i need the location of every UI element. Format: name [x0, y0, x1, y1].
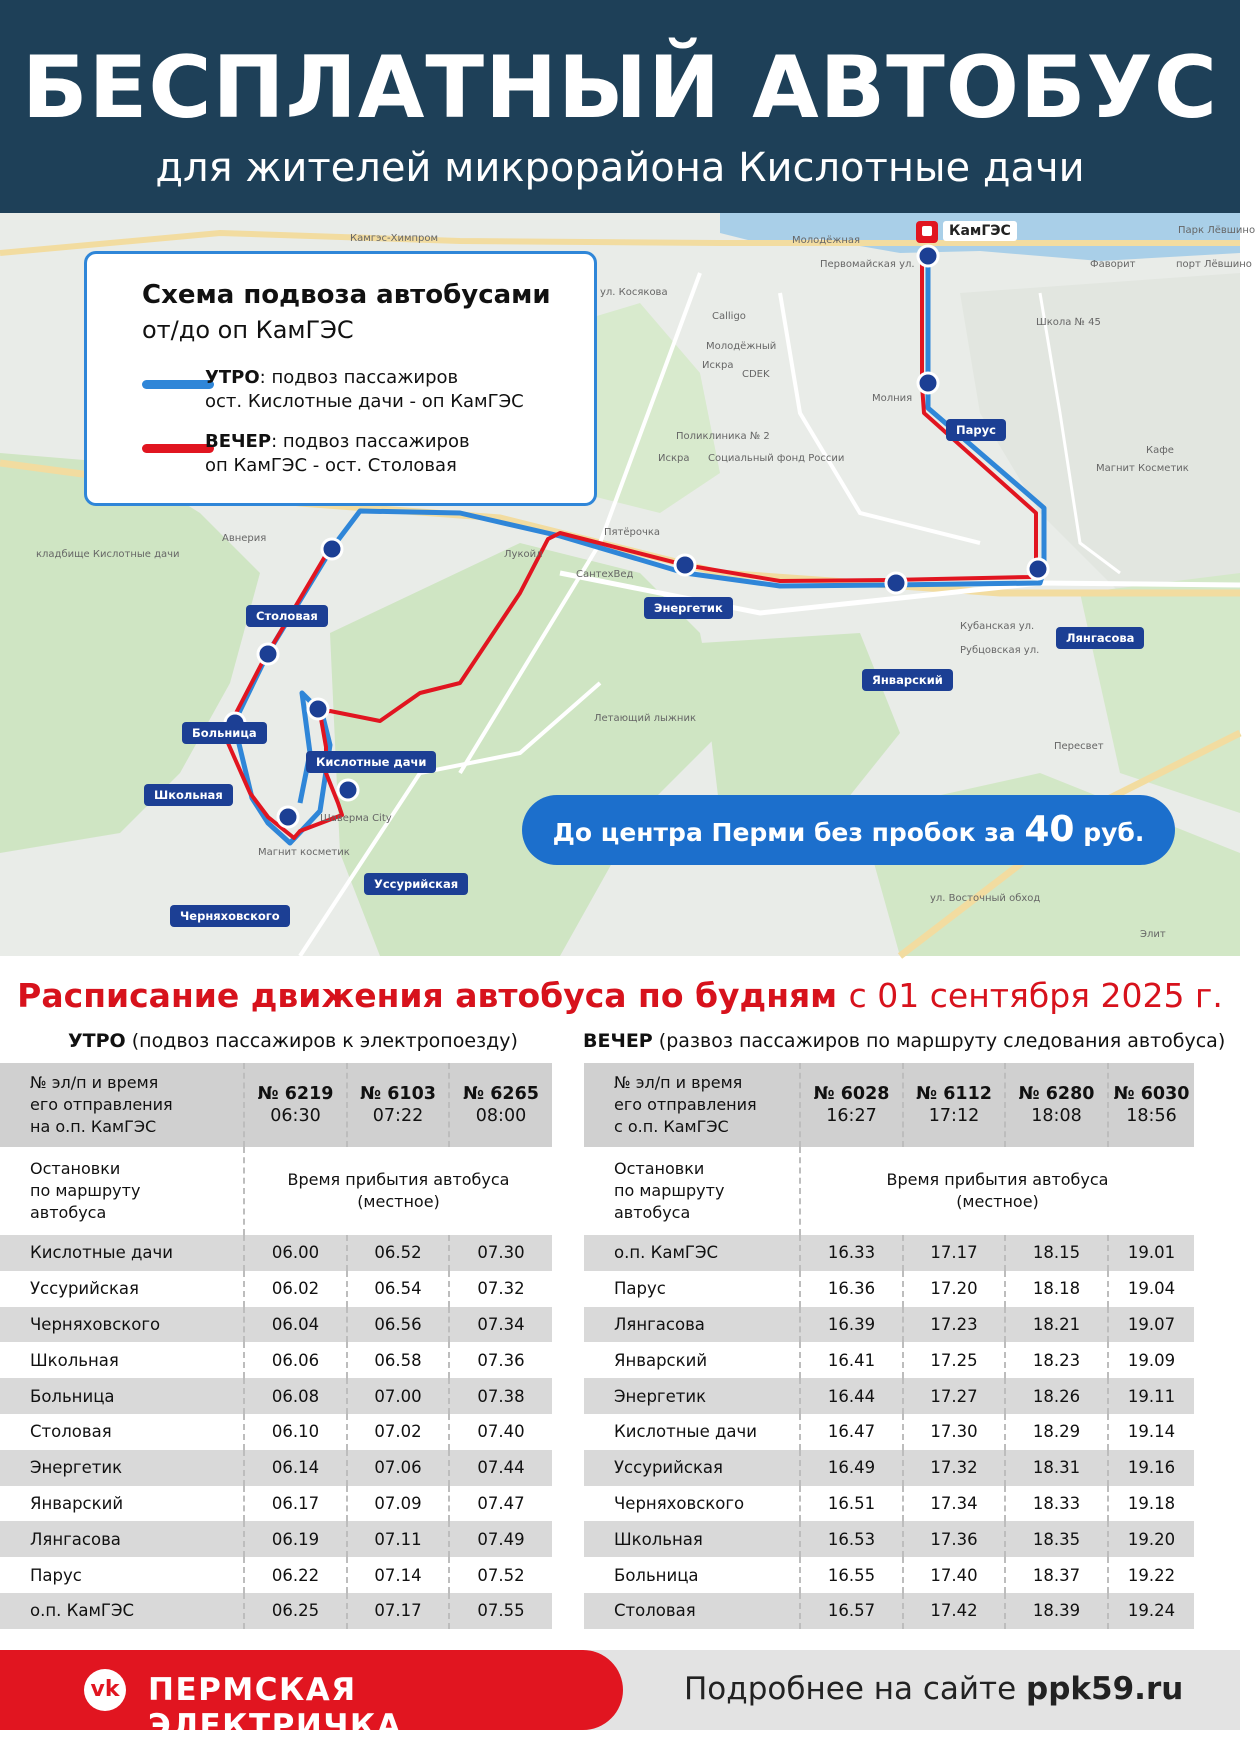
stop-name: о.п. КамГЭС	[584, 1235, 800, 1271]
arrival-time: 19.01	[1108, 1235, 1194, 1271]
footer-more-text: Подробнее на сайте	[684, 1671, 1017, 1707]
arrival-time: 19.16	[1108, 1450, 1194, 1486]
stop-label-lyangasova: Лянгасова	[1056, 627, 1144, 649]
arrival-time: 19.18	[1108, 1486, 1194, 1522]
arrival-time: 19.09	[1108, 1342, 1194, 1378]
map-legend	[84, 251, 597, 506]
map-label: Парк Лёвшино	[1178, 225, 1255, 236]
map-label: Искра	[702, 360, 734, 371]
route-map	[0, 213, 1255, 956]
stop-name: Больница	[0, 1378, 244, 1414]
legend-morning-route: ост. Кислотные дачи - оп КамГЭС	[205, 391, 524, 412]
arrival-time: 07.49	[449, 1521, 552, 1557]
arrival-time: 17.23	[903, 1307, 1005, 1343]
stop-name: Лянгасова	[0, 1521, 244, 1557]
footer-brand-panel	[0, 1650, 623, 1744]
table-row	[584, 1378, 1194, 1414]
table-row	[0, 1414, 552, 1450]
stop-name: о.п. КамГЭС	[0, 1593, 244, 1629]
arrival-time: 19.24	[1108, 1593, 1194, 1629]
table-row	[0, 1235, 552, 1271]
arrival-time: 06.06	[244, 1342, 347, 1378]
morning-section-desc: (подвоз пассажиров к электропоезду)	[131, 1030, 518, 1052]
arrival-time: 18.37	[1005, 1557, 1108, 1593]
header-label: № эл/п и время его отправления на о.п. КамГЭС	[0, 1063, 244, 1147]
arrival-time: 18.26	[1005, 1378, 1108, 1414]
arrival-time: 16.33	[800, 1235, 903, 1271]
table-row	[0, 1342, 552, 1378]
arrival-time: 07.47	[449, 1486, 552, 1522]
arrival-time: 07.30	[449, 1235, 552, 1271]
arrival-time: 06.04	[244, 1307, 347, 1343]
footer-brand: ПЕРМСКАЯ ЭЛЕКТРИЧКА	[148, 1672, 403, 1744]
map-label: Шаверма City	[320, 813, 392, 824]
header-banner	[0, 0, 1240, 213]
promo-price: 40	[1024, 809, 1075, 850]
arrival-time: 07.09	[347, 1486, 449, 1522]
arrival-time: 17.40	[903, 1557, 1005, 1593]
map-label: Молодёжная	[792, 235, 861, 246]
legend-evening-line	[142, 444, 214, 453]
arrival-time: 19.20	[1108, 1521, 1194, 1557]
evening-section-key: ВЕЧЕР	[583, 1030, 653, 1052]
arrival-time: 17.42	[903, 1593, 1005, 1629]
arrival-time: 18.31	[1005, 1450, 1108, 1486]
arrival-time: 19.07	[1108, 1307, 1194, 1343]
arrival-time: 16.49	[800, 1450, 903, 1486]
arrival-time: 07.36	[449, 1342, 552, 1378]
train-header: № 6280 18:08	[1005, 1063, 1108, 1147]
page-subtitle: для жителей микрорайона Кислотные дачи	[155, 145, 1085, 191]
map-label: Социальный фонд России	[708, 453, 845, 464]
train-header: № 6265 08:00	[449, 1063, 552, 1147]
arrival-time: 07.38	[449, 1378, 552, 1414]
legend-evening-key: ВЕЧЕР	[205, 431, 272, 452]
arrival-time: 17.34	[903, 1486, 1005, 1522]
stop-label-parus: Парус	[946, 419, 1006, 441]
morning-section-key: УТРО	[68, 1030, 126, 1052]
arrival-time: 06.17	[244, 1486, 347, 1522]
arrival-time: 06.54	[347, 1271, 449, 1307]
arrival-time: 06.08	[244, 1378, 347, 1414]
legend-morning-desc: : подвоз пассажиров	[259, 367, 459, 388]
table-row	[584, 1235, 1194, 1271]
arrival-time: 18.18	[1005, 1271, 1108, 1307]
table-row	[584, 1450, 1194, 1486]
arrival-time: 17.20	[903, 1271, 1005, 1307]
table-row	[584, 1486, 1194, 1522]
arrival-time: 19.11	[1108, 1378, 1194, 1414]
stop-name: Черняховского	[0, 1307, 244, 1343]
arrival-time: 17.17	[903, 1235, 1005, 1271]
map-label: Кубанская ул.	[960, 621, 1035, 632]
stop-label-shkolnaya: Школьная	[144, 784, 233, 806]
arrival-time: 16.47	[800, 1414, 903, 1450]
arrival-time: 16.36	[800, 1271, 903, 1307]
arrival-time: 18.15	[1005, 1235, 1108, 1271]
map-label: ул. Косякова	[600, 287, 668, 298]
table-row	[0, 1593, 552, 1629]
arrival-time: 19.04	[1108, 1271, 1194, 1307]
table-row	[0, 1378, 552, 1414]
table-header-row	[584, 1063, 1194, 1147]
legend-morning-text	[205, 366, 524, 414]
stop-name: Школьная	[30, 1350, 119, 1370]
stop-name: Январский	[614, 1350, 708, 1370]
table-row	[584, 1557, 1194, 1593]
table-row	[584, 1271, 1194, 1307]
stop-label-energetik: Энергетик	[644, 597, 733, 619]
arrival-time: 16.39	[800, 1307, 903, 1343]
arrival-time: 06.10	[244, 1414, 347, 1450]
map-label: Камгэс-Химпром	[350, 233, 439, 244]
arrival-time: 18.21	[1005, 1307, 1108, 1343]
arrival-time: 07.02	[347, 1414, 449, 1450]
arrival-time: 17.27	[903, 1378, 1005, 1414]
table-row	[584, 1593, 1194, 1629]
train-header: № 6028 16:27	[800, 1063, 903, 1147]
footer-more	[684, 1671, 1183, 1707]
arrival-time: 18.23	[1005, 1342, 1108, 1378]
arrival-time: 06.58	[347, 1342, 449, 1378]
arrival-time: 18.39	[1005, 1593, 1108, 1629]
table-row	[0, 1557, 552, 1593]
legend-title: Схема подвоза автобусами	[142, 280, 551, 310]
stop-name: Столовая	[584, 1593, 800, 1629]
stop-name: Черняховского	[614, 1493, 745, 1513]
morning-rows	[0, 1235, 552, 1629]
map-label: Пятёрочка	[604, 527, 661, 538]
legend-evening-text	[205, 430, 470, 478]
table-subheader-row	[584, 1147, 1194, 1235]
stop-label-chernyakhovskogo: Черняховского	[170, 905, 290, 927]
arrival-time: 06.00	[244, 1235, 347, 1271]
promo-unit: руб.	[1083, 818, 1145, 847]
stops-label: Остановки по маршруту автобуса	[584, 1147, 800, 1235]
schedule-date: с 01 сентября 2025 г.	[848, 976, 1223, 1015]
promo-text: До центра Перми без пробок за	[552, 818, 1016, 847]
stop-label-bolnitsa: Больница	[182, 722, 267, 744]
map-label: Первомайская ул.	[820, 259, 915, 270]
map-label: Поликлиника № 2	[676, 431, 770, 442]
stop-name: Энергетик	[584, 1378, 800, 1414]
stop-name: Больница	[614, 1565, 699, 1585]
train-header: № 6112 17:12	[903, 1063, 1005, 1147]
arrival-time: 16.57	[800, 1593, 903, 1629]
arrival-time: 18.35	[1005, 1521, 1108, 1557]
arrival-time: 19.14	[1108, 1414, 1194, 1450]
arrival-time: 07.11	[347, 1521, 449, 1557]
stop-name: Столовая	[30, 1422, 112, 1442]
stop-name: Парус	[30, 1565, 82, 1585]
arrival-time: 19.22	[1108, 1557, 1194, 1593]
arrival-time: 06.52	[347, 1235, 449, 1271]
table-row	[584, 1521, 1194, 1557]
arrival-time: 17.30	[903, 1414, 1005, 1450]
station-label-kamges: КамГЭС	[943, 221, 1017, 241]
map-label: Фаворит	[1090, 259, 1136, 270]
arrival-time: 17.36	[903, 1521, 1005, 1557]
arrival-time: 07.00	[347, 1378, 449, 1414]
morning-section-title	[68, 1030, 518, 1052]
stop-name: Лянгасова	[584, 1307, 800, 1343]
stop-name: Парус	[614, 1279, 666, 1299]
map-label: Школа № 45	[1036, 317, 1101, 328]
arrival-time: 07.17	[347, 1593, 449, 1629]
table-row	[0, 1450, 552, 1486]
stop-name: Уссурийская	[584, 1450, 800, 1486]
map-label: порт Лёвшино	[1176, 259, 1252, 270]
arrival-time: 07.44	[449, 1450, 552, 1486]
arrival-time: 16.41	[800, 1342, 903, 1378]
stop-name: Школьная	[584, 1521, 800, 1557]
stop-label-yanvarsky: Январский	[862, 669, 953, 691]
train-header: № 6219 06:30	[244, 1063, 347, 1147]
table-row	[584, 1307, 1194, 1343]
table-row	[0, 1307, 552, 1343]
table-row	[0, 1271, 552, 1307]
map-label: Искра	[658, 453, 690, 464]
train-header: № 6103 07:22	[347, 1063, 449, 1147]
evening-rows	[584, 1235, 1194, 1629]
map-label: Calligo	[712, 311, 746, 322]
arrival-time: 17.25	[903, 1342, 1005, 1378]
arrival-time: 06.56	[347, 1307, 449, 1343]
arrival-time: 07.32	[449, 1271, 552, 1307]
arrival-time: 06.19	[244, 1521, 347, 1557]
arrival-time: 16.51	[800, 1486, 903, 1522]
arrival-time: 16.55	[800, 1557, 903, 1593]
promo-banner	[522, 795, 1175, 865]
table-row	[0, 1521, 552, 1557]
schedule-title-text: Расписание движения автобуса по будням	[17, 976, 838, 1015]
map-label: Магнит косметик	[258, 847, 350, 858]
arrival-time: 06.22	[244, 1557, 347, 1593]
arrival-time: 16.53	[800, 1521, 903, 1557]
header-label: № эл/п и время его отправления с о.п. КамГЭС	[584, 1063, 800, 1147]
table-row	[584, 1342, 1194, 1378]
map-label: Молодёжный	[706, 341, 777, 352]
table-row	[0, 1486, 552, 1522]
arrival-label: Время прибытия автобуса (местное)	[800, 1147, 1194, 1235]
stop-name: Энергетик	[0, 1450, 244, 1486]
map-label: Лукойл	[504, 549, 543, 560]
map-label: Рубцовская ул.	[960, 645, 1040, 656]
arrival-time: 17.32	[903, 1450, 1005, 1486]
stop-label-stolovaya: Столовая	[246, 605, 328, 627]
stops-label: Остановки по маршруту автобуса	[0, 1147, 244, 1235]
stop-name: Кислотные дачи	[614, 1422, 757, 1442]
vk-icon[interactable]: vk	[84, 1669, 126, 1711]
map-label: СантехВед	[576, 569, 634, 580]
stop-name: Кислотные дачи	[0, 1235, 244, 1271]
evening-section-title	[583, 1030, 1225, 1052]
map-label: CDEK	[742, 369, 770, 380]
arrival-time: 06.02	[244, 1271, 347, 1307]
evening-schedule-table	[584, 1063, 1194, 1629]
legend-evening-route: оп КамГЭС - ост. Столовая	[205, 455, 457, 476]
arrival-time: 16.44	[800, 1378, 903, 1414]
map-label: Пересвет	[1054, 741, 1104, 752]
stop-label-kislotnye-dachi: Кислотные дачи	[306, 751, 436, 773]
arrival-time: 07.14	[347, 1557, 449, 1593]
arrival-time: 06.14	[244, 1450, 347, 1486]
morning-schedule-table	[0, 1063, 552, 1629]
map-label: Магнит Косметик	[1096, 463, 1189, 474]
legend-morning-key: УТРО	[205, 367, 260, 388]
table-subheader-row	[0, 1147, 552, 1235]
table-row	[584, 1414, 1194, 1450]
stop-label-ussuriyskaya: Уссурийская	[364, 873, 468, 895]
footer	[0, 1650, 1240, 1744]
map-label: Элит	[1140, 929, 1166, 940]
table-header-row	[0, 1063, 552, 1147]
arrival-time: 07.06	[347, 1450, 449, 1486]
map-label: Авнерия	[222, 533, 267, 544]
stop-name: Январский	[30, 1493, 124, 1513]
arrival-time: 06.25	[244, 1593, 347, 1629]
map-label: кладбище Кислотные дачи	[36, 549, 180, 560]
evening-section-desc: (развоз пассажиров по маршруту следования автобуса)	[658, 1030, 1226, 1052]
schedule-title	[0, 976, 1240, 1015]
arrival-time: 07.40	[449, 1414, 552, 1450]
legend-morning-line	[142, 380, 214, 389]
arrival-time: 18.29	[1005, 1414, 1108, 1450]
legend-evening-desc: : подвоз пассажиров	[271, 431, 470, 452]
map-label: Молния	[872, 393, 913, 404]
arrival-time: 07.55	[449, 1593, 552, 1629]
arrival-label: Время прибытия автобуса (местное)	[244, 1147, 552, 1235]
stop-name: Уссурийская	[30, 1279, 139, 1299]
map-label: Кафе	[1146, 445, 1174, 456]
page-title: БЕСПЛАТНЫЙ АВТОБУС	[22, 38, 1218, 138]
train-header: № 6030 18:56	[1108, 1063, 1194, 1147]
footer-site-link[interactable]: ppk59.ru	[1026, 1671, 1184, 1707]
map-label: Летающий лыжник	[594, 713, 697, 724]
arrival-time: 07.52	[449, 1557, 552, 1593]
arrival-time: 18.33	[1005, 1486, 1108, 1522]
legend-subtitle: от/до оп КамГЭС	[142, 316, 354, 344]
arrival-time: 07.34	[449, 1307, 552, 1343]
map-label: ул. Восточный обход	[930, 893, 1041, 904]
